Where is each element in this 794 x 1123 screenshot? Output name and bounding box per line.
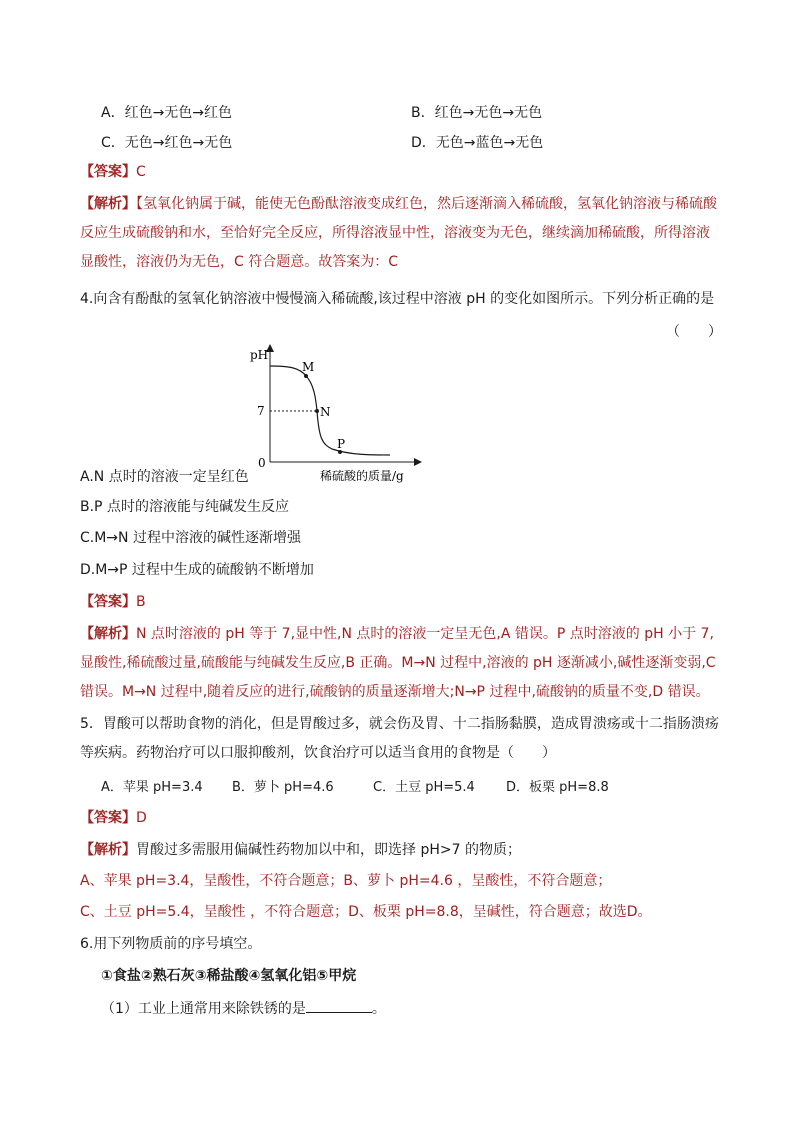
answer-tag: 【答案】	[80, 810, 136, 826]
q5-answer	[80, 808, 147, 828]
point-n	[315, 409, 319, 413]
q5-analysis-line-3: C、土豆 pH=5.4，呈酸性 ，不符合题意；D、板栗 pH=8.8，呈碱性，符合题意；故选D。	[80, 904, 652, 920]
q5-analysis-line-1	[80, 840, 521, 860]
q3-option-d: D．无色→蓝色→无色	[411, 135, 544, 151]
answer-tag: 【答案】	[80, 164, 136, 180]
analysis-text: 【氢氧化钠属于碱，能使无色酚酞溶液变成红色，然后逐渐滴入稀硫酸，氢氧化钠溶液与稀硫酸反应生成硫酸钠和水，至恰好完全反应，所得溶液显中性，溶液变为无色，继续滴加稀硫酸，所得溶液显酸性，溶液仍为无色，C 符合题意。故答案为：C	[80, 196, 717, 270]
q3-option-c: C．无色→红色→无色	[101, 135, 233, 151]
analysis-tag: 【解析】	[80, 196, 136, 212]
x-axis-label: 稀硫酸的质量/g	[320, 469, 404, 483]
q6-items: ①食盐②熟石灰③稀盐酸④氢氧化铝⑤甲烷	[101, 968, 357, 984]
answer-value: C	[136, 164, 146, 180]
point-p-label: P	[337, 437, 346, 451]
q6-stem: 6.用下列物质前的序号填空。	[80, 936, 262, 952]
q5-stem: 5．胃酸可以帮助食物的消化，但是胃酸过多，就会伤及胃、十二指肠黏膜，造成胃溃疡或十二指肠溃疡等疾病。药物治疗可以口服抑酸剂，饮食治疗可以适当食用的食物是（ ）	[80, 716, 719, 761]
q3-option-a: A．红色→无色→红色	[101, 105, 233, 121]
q5-analysis-line-2: A、苹果 pH=3.4，呈酸性，不符合题意；B、萝卜 pH=4.6 ，呈酸性，不符合题意；	[80, 873, 612, 889]
q4-answer	[80, 592, 146, 612]
q3-answer	[80, 162, 146, 182]
q6-sub1-end: 。	[371, 1001, 386, 1017]
ph-curve-chart	[240, 340, 440, 490]
point-m-label: M	[302, 360, 315, 374]
y-tick-7: 7	[257, 404, 265, 418]
q4-option-d: D.M→P 过程中生成的硫酸钠不断增加	[80, 562, 314, 578]
point-n-label: N	[320, 405, 331, 419]
q4-stem: 4.向含有酚酞的氢氧化钠溶液中慢慢滴入稀硫酸,该过程中溶液 pH 的变化如图所示。下列分析正确的是	[80, 291, 715, 307]
q6-sub1	[101, 997, 386, 1019]
q5-option-c: C．土豆 pH=5.4	[373, 780, 475, 795]
answer-value: B	[136, 594, 146, 610]
answer-blank[interactable]	[306, 997, 372, 1013]
analysis-tag: 【解析】	[80, 842, 136, 858]
q5-option-a: A．苹果 pH=3.4	[101, 780, 203, 795]
origin-label: 0	[258, 456, 266, 470]
point-m	[304, 374, 308, 378]
q4-answer-bracket: （ ）	[666, 324, 722, 340]
answer-value: D	[136, 810, 147, 826]
q4-option-a: A.N 点时的溶液一定呈红色	[80, 469, 249, 485]
analysis-tag: 【解析】	[80, 626, 136, 642]
q5-option-b: B．萝卜 pH=4.6	[232, 780, 334, 795]
q5-option-d: D．板栗 pH=8.8	[506, 780, 609, 795]
analysis-text: 胃酸过多需服用偏碱性药物加以中和，即选择 pH>7 的物质；	[136, 842, 521, 858]
q3-option-b: B．红色→无色→无色	[411, 105, 543, 121]
q3-analysis	[80, 190, 720, 277]
q4-option-c: C.M→N 过程中溶液的碱性逐渐增强	[80, 530, 301, 546]
q4-analysis	[80, 620, 720, 707]
analysis-text: N 点时溶液的 pH 等于 7,显中性,N 点时的溶液一定呈无色,A 错误。P 点时溶液的 pH 小于 7,显酸性,稀硫酸过量,硫酸能与纯碱发生反应,B 正确。M→N 过程中,溶液的 pH 逐渐减小,碱性逐渐变弱,C 错误。M→N 过程中,随着反应的进行,硫酸钠的质量逐渐增大;N→P 过程中,硫酸钠的质量不变,D 错误。	[80, 626, 716, 700]
y-axis-label: pH	[250, 348, 269, 362]
answer-tag: 【答案】	[80, 594, 136, 610]
q4-option-b: B.P 点时的溶液能与纯碱发生反应	[80, 499, 289, 515]
q6-sub1-text: （1）工业上通常用来除铁锈的是	[101, 1001, 306, 1017]
